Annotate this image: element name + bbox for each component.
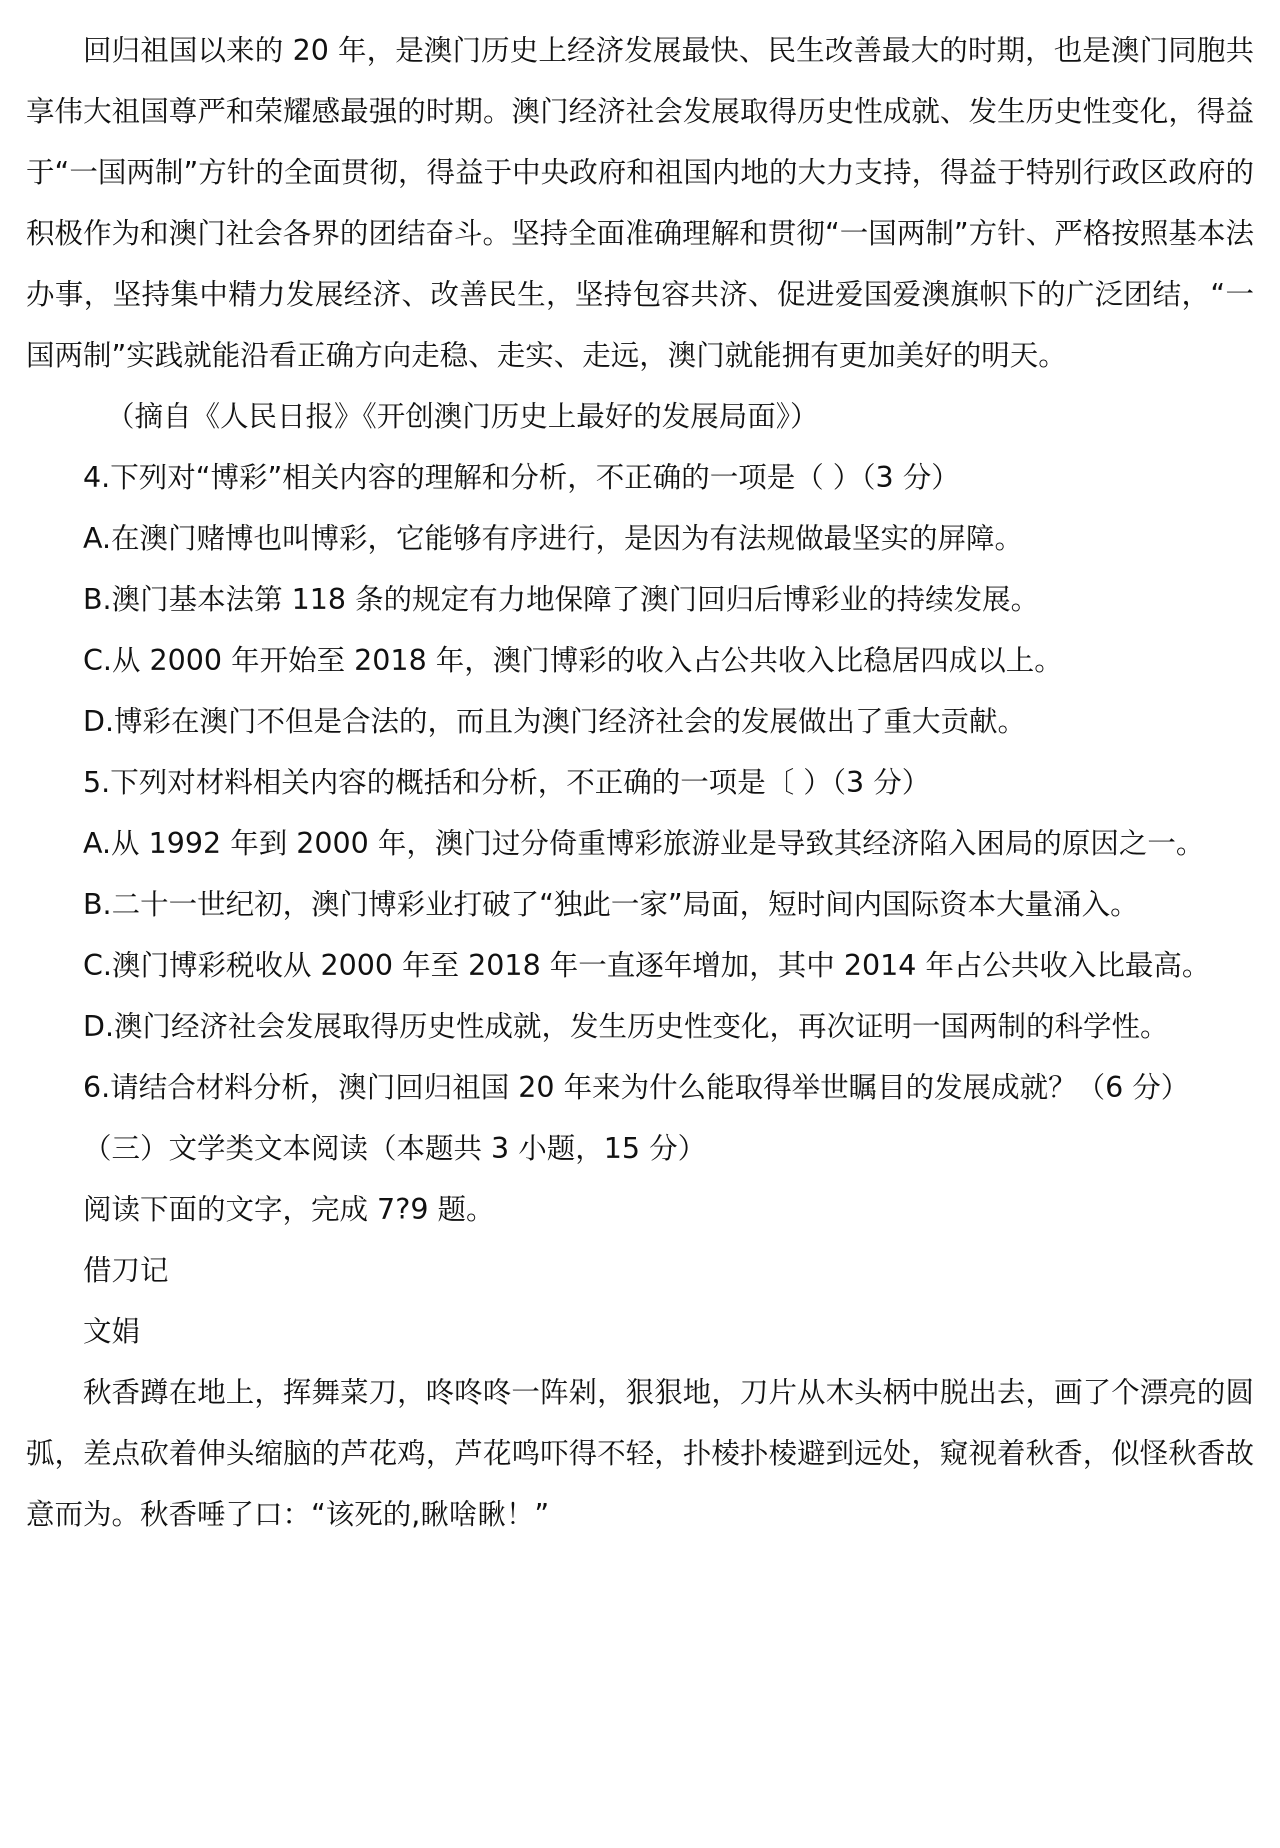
question-4-option-b: B.澳门基本法第 118 条的规定有力地保障了澳门回归后博彩业的持续发展。 [83, 583, 1040, 616]
passage-body: 回归祖国以来的 20 年，是澳门历史上经济发展最快、民生改善最大的时期，也是澳门同胞共享伟大祖国尊严和荣耀感最强的时期。澳门经济社会发展取得历史性成就、发生历史性变化，得益于“一国两制”方针的全面贯彻，得益于中央政府和祖国内地的大力支持，得益于特别行政区政府的积极作为和澳门社会各界的团结奋斗。坚持全面准确理解和贯彻“一国两制”方针、严格按照基本法办事，坚持集中精力发展经济、改善民生，坚持包容共济、促进爱国爱澳旗帜下的广泛团结，“一国两制”实践就能沿看正确方向走稳、走实、走远，澳门就能拥有更加美好的明天。 [26, 34, 1254, 372]
question-6-stem: 6.请结合材料分析，澳门回归祖国 20 年来为什么能取得举世瞩目的发展成就？（6 分） [83, 1071, 1190, 1104]
question-5-option-c: C.澳门博彩税收从 2000 年至 2018 年一直逐年增加，其中 2014 年占公共收入比最高。 [83, 949, 1211, 982]
section-heading: （三）文学类文本阅读（本题共 3 小题，15 分） [83, 1132, 707, 1165]
question-5-option-d: D.澳门经济社会发展取得历史性成就，发生历史性变化，再次证明一国两制的科学性。 [83, 1010, 1169, 1043]
question-5-option-a: A.从 1992 年到 2000 年，澳门过分倚重博彩旅游业是导致其经济陷入困局的原因之一。 [83, 827, 1205, 860]
document-page [26, 20, 1254, 1545]
question-5-stem: 5.下列对材料相关内容的概括和分析，不正确的一项是〔 ）（3 分） [83, 766, 931, 799]
story-title: 借刀记 [83, 1254, 169, 1287]
passage-source: （摘自《人民日报》《开创澳门历史上最好的发展局面》） [106, 400, 819, 433]
story-author: 文娟 [83, 1315, 141, 1348]
question-5-option-b: B.二十一世纪初，澳门博彩业打破了“独此一家”局面，短时间内国际资本大量涌入。 [83, 888, 1139, 921]
question-4-option-c: C.从 2000 年开始至 2018 年，澳门博彩的收入占公共收入比稳居四成以上。 [83, 644, 1063, 677]
story-paragraph: 秋香蹲在地上，挥舞菜刀，咚咚咚一阵剁，狠狠地，刀片从木头柄中脱出去，画了个漂亮的圆弧，差点砍着伸头缩脑的芦花鸡，芦花鸣吓得不轻，扑棱扑棱避到远处，窥视着秋香，似怪秋香故意而为。秋香唾了口：“该死的,瞅啥瞅！” [26, 1376, 1254, 1531]
question-4-option-a: A.在澳门赌博也叫博彩，它能够有序进行，是因为有法规做最坚实的屏障。 [83, 522, 1024, 555]
section-instruction: 阅读下面的文字，完成 7?9 题。 [83, 1193, 495, 1226]
question-4-stem: 4.下列对“博彩”相关内容的理解和分析，不正确的一项是（ ）（3 分） [83, 461, 960, 494]
question-4-option-d: D.博彩在澳门不但是合法的，而且为澳门经济社会的发展做出了重大贡献。 [83, 705, 1027, 738]
